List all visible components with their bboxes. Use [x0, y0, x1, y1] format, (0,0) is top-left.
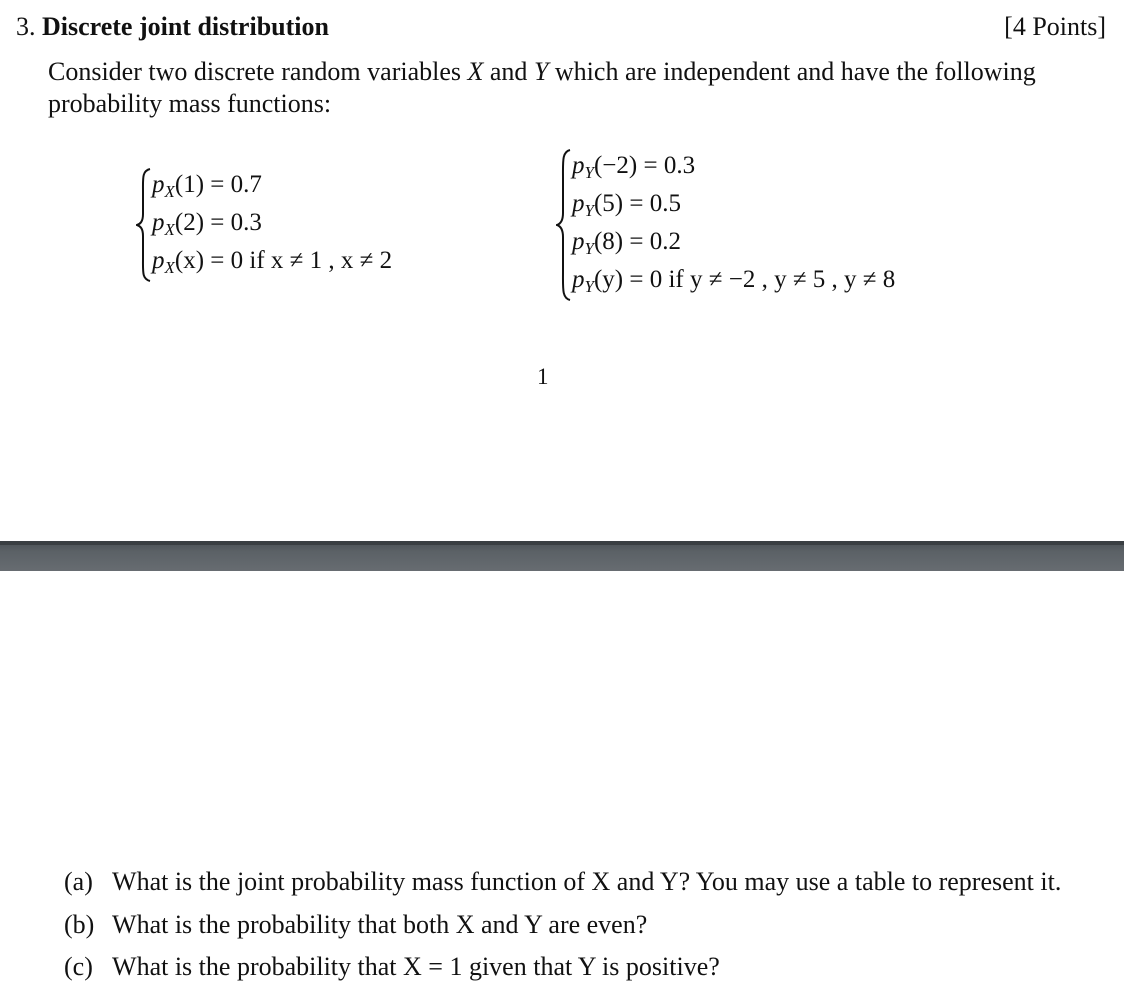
question-a — [64, 861, 1061, 904]
question-label: (c) — [64, 952, 93, 981]
question-text: What is the joint probability mass function of X and Y? You may use a table to represent it. — [112, 867, 1062, 896]
intro-text-2: which are independent and have the following — [548, 57, 1036, 86]
problem-points: [4 Points] — [1004, 12, 1106, 41]
question-text: What is the probability that both X and Y are even? — [112, 909, 648, 939]
question-label: (a) — [64, 867, 93, 896]
intro-text-3: probability mass functions: — [48, 89, 332, 118]
pmf-y-line: $p_Y(5) = 0.5$ — [572, 190, 681, 220]
intro-text-1: Consider two discrete random variables — [48, 57, 468, 86]
page-bottom — [0, 571, 1124, 988]
question-list — [64, 861, 1061, 989]
problem-title: Discrete joint distribution — [42, 12, 329, 41]
left-brace-icon — [556, 149, 572, 301]
pmf-x-line: $p_X(x) = 0$ if x ≠ 1 , x ≠ 2 — [152, 247, 393, 277]
page-number: 1 — [537, 364, 549, 389]
question-text: What is the probability that X = 1 given that Y is positive? — [112, 952, 720, 981]
pmf-y-line: $p_Y(-2) = 0.3$ — [572, 152, 696, 182]
problem-number: 3. — [16, 12, 36, 41]
question-c — [64, 946, 1061, 989]
problem-intro — [48, 56, 1110, 120]
question-label: (b) — [64, 909, 95, 939]
left-brace-icon — [136, 168, 152, 282]
intro-var-y: Y — [533, 57, 549, 86]
page-divider — [0, 541, 1124, 571]
intro-var-x: X — [467, 57, 484, 86]
pmf-x-line: $p_X(2) = 0.3$ — [152, 209, 262, 239]
question-b — [64, 904, 1061, 947]
pmf-y-lines — [572, 147, 895, 299]
intro-text-and: and — [483, 57, 534, 86]
pmf-y-line: $p_Y(y) = 0$ if y ≠ −2 , y ≠ 5 , y ≠ 8 — [572, 266, 896, 296]
pmf-x-cases — [136, 166, 496, 282]
problem-heading — [16, 12, 329, 42]
pmf-y-cases — [556, 147, 1016, 301]
pmf-x-lines — [152, 166, 392, 280]
pmf-y-line: $p_Y(8) = 0.2$ — [572, 228, 681, 258]
pmf-x-line: $p_X(1) = 0.7$ — [152, 171, 262, 201]
